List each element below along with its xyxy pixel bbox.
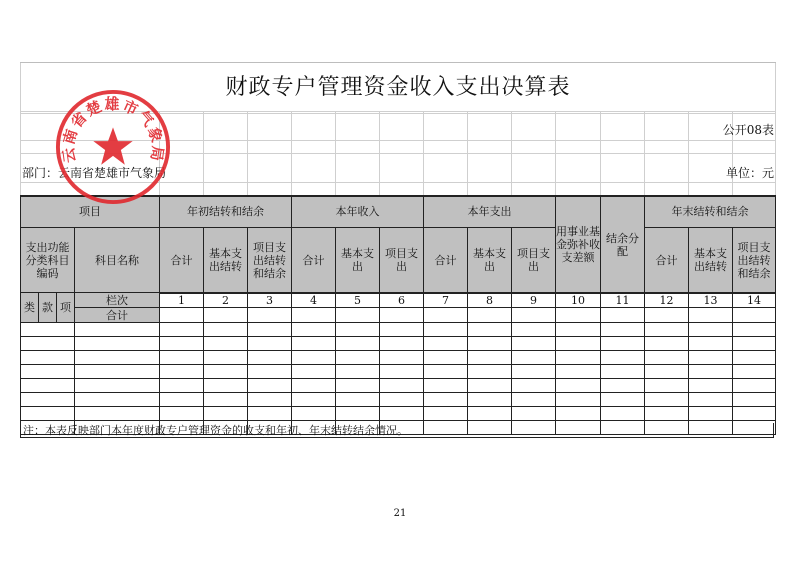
header-lei-cell: 类 <box>21 293 39 323</box>
total-row-label: 合计 <box>75 308 160 323</box>
table-row <box>21 379 776 393</box>
header-opening-project: 项目支出结转和结余 <box>248 227 292 293</box>
column-number: 9 <box>512 293 556 308</box>
column-number: 11 <box>601 293 645 308</box>
column-number: 7 <box>424 293 468 308</box>
header-project: 项目 <box>21 196 160 227</box>
header-expense-project: 项目支出 <box>512 227 556 293</box>
header-closing-balance: 年末结转和结余 <box>645 196 776 227</box>
header-subject-name: 科目名称 <box>75 227 160 293</box>
header-income-total: 合计 <box>292 227 336 293</box>
header-current-income: 本年收入 <box>292 196 424 227</box>
budget-table-body <box>20 292 776 435</box>
column-number: 5 <box>336 293 380 308</box>
column-number: 14 <box>733 293 776 308</box>
column-number: 3 <box>248 293 292 308</box>
unit-label: 单位：元 <box>725 166 774 180</box>
column-number: 6 <box>380 293 424 308</box>
header-closing-project: 项目支出结转和结余 <box>733 227 776 293</box>
header-closing-total: 合计 <box>645 227 689 293</box>
table-row <box>21 351 776 365</box>
table-row <box>21 337 776 351</box>
column-number: 10 <box>556 293 601 308</box>
header-current-expense: 本年支出 <box>424 196 556 227</box>
header-function-code: 支出功能分类科目编码 <box>21 227 75 293</box>
budget-table <box>20 195 776 294</box>
table-row <box>21 407 776 421</box>
column-number: 4 <box>292 293 336 308</box>
column-number: 8 <box>468 293 512 308</box>
report-title: 财政专户管理资金收入支出决算表 <box>20 62 776 114</box>
table-row <box>21 365 776 379</box>
header-subsidy: 用事业基金弥补收支差额 <box>556 196 601 293</box>
header-opening-basic: 基本支出结转 <box>204 227 248 293</box>
svg-text:云南省楚雄市气象局: 云南省楚雄市气象局 <box>60 96 166 164</box>
table-row <box>21 393 776 407</box>
column-number: 12 <box>645 293 689 308</box>
column-number: 13 <box>689 293 733 308</box>
header-distribution: 结余分配 <box>601 196 645 293</box>
footnote: 注：本表反映部门本年度财政专户管理资金的收支和年初、年末结转结余情况。 <box>20 423 774 438</box>
header-income-project: 项目支出 <box>380 227 424 293</box>
header-opening-total: 合计 <box>160 227 204 293</box>
header-income-basic: 基本支出 <box>336 227 380 293</box>
header-closing-basic: 基本支出结转 <box>689 227 733 293</box>
table-row <box>21 323 776 337</box>
header-kuan-cell: 款 <box>39 293 57 323</box>
header-opening-balance: 年初结转和结余 <box>160 196 292 227</box>
page-number: 21 <box>393 508 407 519</box>
column-number-label: 栏次 <box>75 293 160 308</box>
header-xiang-cell: 项 <box>57 293 75 323</box>
form-number: 公开08表 <box>722 123 774 137</box>
column-number: 2 <box>204 293 248 308</box>
header-expense-basic: 基本支出 <box>468 227 512 293</box>
header-expense-total: 合计 <box>424 227 468 293</box>
column-number: 1 <box>160 293 204 308</box>
official-seal-icon <box>54 88 172 206</box>
department-label: 部门：云南省楚雄市气象局 <box>22 166 167 180</box>
